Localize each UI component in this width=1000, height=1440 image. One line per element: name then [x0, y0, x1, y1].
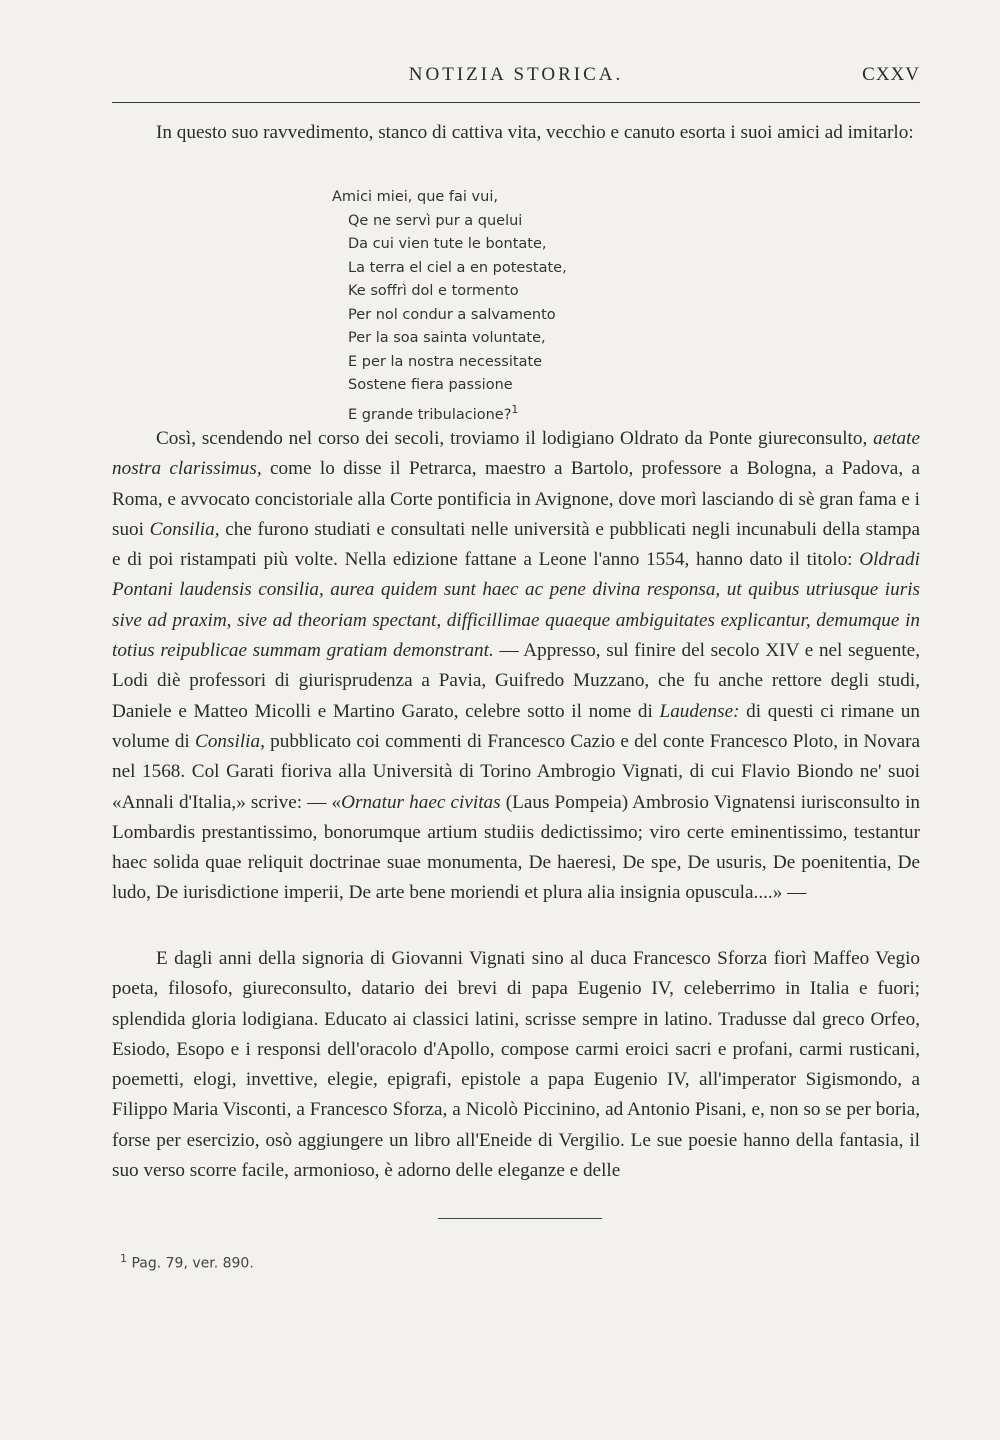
italic-run: Laudense:	[659, 700, 740, 722]
poem-line: E per la nostra necessitate	[348, 353, 543, 370]
italic-run: aetate nostra clarissimus,	[112, 428, 920, 480]
italic-run: Ornatur haec civitas	[341, 791, 501, 813]
footnote-mark: 1	[120, 1252, 127, 1265]
text-run: di questi ci rimane un volume di	[112, 700, 920, 752]
intro-paragraph	[112, 118, 920, 148]
poem-line: Ke soffrì dol e tormento	[348, 283, 519, 299]
footnote-reference[interactable]: 1	[511, 402, 519, 416]
poem-quotation	[332, 186, 567, 427]
paragraph-text: E dagli anni della signoria di Giovanni Vignati sino al duca Francesco Sforza fiorì Maffeo Vegio poeta, filosofo, giureconsulto, datario dei brevi di papa Eugenio IV, celeberrimo in Italia e fuori; splendida gloria lodigiana. Educato ai classici latini, scrisse sempre in latino. Tradusse dal greco Orfeo, Esiodo, Esopo e i responsi dell'oracolo d'Apollo, compose carmi eroici sacri e profani, carmi rusticani, poemetti, elogi, invettive, elegie, epigrafi, epistole a papa Eugenio IV, all'imperator Sigismondo, a Filippo Maria Visconti, a Francesco Sforza, a Nicolò Piccinino, ad Antonio Pisani, e, non so se per boria, forse per esercizio, osò aggiungere un libro all'Eneide di Vergilio. Le sue poesie hanno della fantasia, il suo verso scorre facile, armonioso, è adorno delle eleganze e delle	[112, 948, 920, 1182]
footnote-rule	[438, 1218, 602, 1219]
header-rule	[112, 102, 920, 103]
poem-line: Qe ne servì pur a quelui	[348, 212, 523, 229]
text-run: (Laus Pompeia) Ambrosio Vignatensi iurisconsulto in Lombardis prestantissimo, bonorumque artium studiis dedictissimo; viro certe eminentissimo, testantur haec solida quae reliquit doctrinae suae monumenta, De haeresi, De spe, De usuris, De poenitentia, De ludo, De iurisdictione imperii, De arte bene moriendi et plura alia insignia opuscula....» —	[112, 791, 920, 904]
text-run: — Appresso, sul finire del secolo XIV e nel seguente, Lodi diè professori di giurisprudenza a Pavia, Guifredo Muzzano, che fu anche rettore degli studi, Daniele e Matteo Micolli e Martino Garato, celebre sotto il nome di	[112, 640, 920, 722]
page-number: CXXV	[862, 64, 920, 85]
poem-line: Amici miei, que fai vui,	[332, 189, 498, 205]
poem-line-text: E grande tribulacione?	[348, 406, 512, 423]
poem-line: Per nol condur a salvamento	[348, 306, 556, 323]
poem-line: Per la soa sainta voluntate,	[348, 330, 546, 346]
running-title: NOTIZIA STORICA.	[408, 64, 624, 85]
poem-line-last	[348, 398, 567, 427]
italic-run: Consilia,	[149, 518, 220, 540]
italic-run: Consilia,	[195, 730, 265, 752]
footnote-text: Pag. 79, ver. 890.	[131, 1255, 254, 1272]
poem-line: Sostene fiera passione	[348, 377, 513, 393]
poem-line: La terra el ciel a en potestate,	[348, 259, 567, 276]
paragraph-vegio	[112, 944, 920, 1186]
text-run: come lo disse il Petrarca, maestro a Bartolo, professore a Bologna, a Padova, a Roma, e avvocato concistoriale alla Corte pontificia in Avignone, dove morì lasciando di sè gran fama e i suoi	[112, 458, 920, 540]
paragraph-text	[112, 424, 920, 909]
intro-text: In questo suo ravvedimento, stanco di cattiva vita, vecchio e canuto esorta i suoi amici ad imitarlo:	[156, 122, 914, 143]
footnote	[120, 1252, 254, 1272]
italic-run: Oldradi Pontani laudensis consilia, aurea quidem sunt haec ac pene divina responsa, ut quibus utriusque iuris sive ad praxim, sive ad theoriam spectant, difficillimae quaeque ambiguitates explicantur, demumque in totius reipublicae summam gratiam demonstrant.	[112, 549, 920, 662]
paragraph-oldrato	[112, 424, 920, 909]
text-run: Così, scendendo nel corso dei secoli, troviamo il lodigiano Oldrato da Ponte giureconsulto,	[156, 428, 874, 449]
text-run: che furono studiati e consultati nelle università e pubblicati negli incunabuli della stampa e di poi ristampati più volte. Nella edizione fattane a Leone l'anno 1554, hanno dato il titolo:	[112, 518, 920, 571]
running-header	[112, 62, 920, 92]
poem-line: Da cui vien tute le bontate,	[348, 236, 547, 252]
text-run: pubblicato coi commenti di Francesco Cazio e del conte Francesco Ploto, in Novara nel 1568. Col Garati fioriva alla Università di Torino Ambrogio Vignati, di cui Flavio Biondo ne' suoi «Annali d'Italia,» scrive: — «	[112, 730, 921, 813]
